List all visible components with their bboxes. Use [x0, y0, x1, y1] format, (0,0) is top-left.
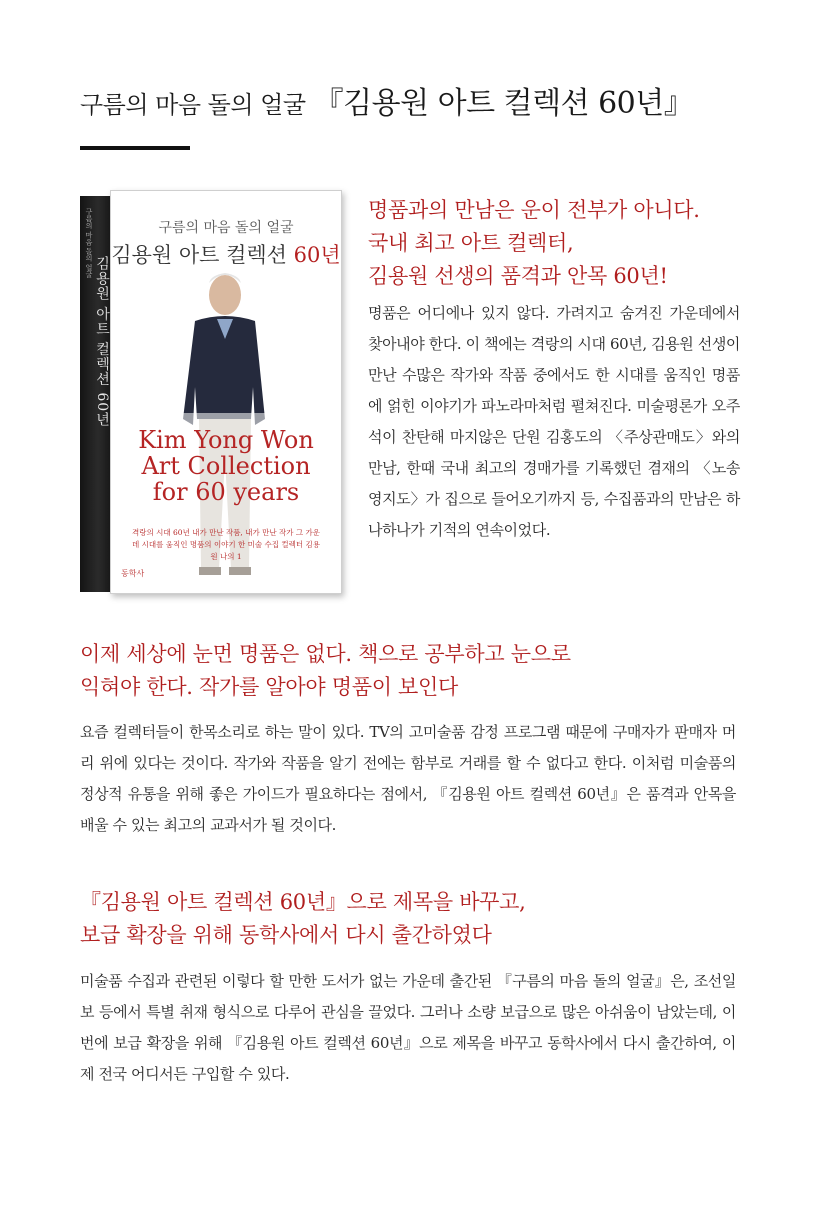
page-subtitle: 구름의 마음 돌의 얼굴 — [80, 91, 306, 119]
english-title-line: for 60 years — [152, 478, 300, 506]
heading-line: 이제 세상에 눈먼 명품은 없다. 책으로 공부하고 눈으로 — [80, 642, 571, 666]
section2-heading — [80, 638, 740, 704]
heading-line: 국내 최고 아트 컬렉터, — [368, 231, 574, 255]
spine-title: 김용원 아트 컬렉션 60년 — [94, 256, 110, 428]
spine-subtitle: 구름의 마음 돌의 얼굴 — [85, 208, 93, 278]
english-title-line: Kim Yong Won — [138, 426, 314, 454]
section2-body: 요즘 컬렉터들이 한목소리로 하는 말이 있다. TV의 고미술품 감정 프로그램 때문에 구매자가 판매자 머리 위에 있다는 것이다. 작가와 작품을 알기 전에는 함부로 거래를 할 수 없다고 한다. 이처럼 미술품의 정상적 유통을 위해 좋은 가이드가 필요하다는 점에서, 『김용원 아트 컬렉션 60년』은 품격과 안목을 배울 수 있는 최고의 교과서가 될 것이다. — [80, 723, 736, 834]
heading-line: 『김용원 아트 컬렉션 60년』으로 제목을 바꾸고, — [80, 890, 526, 914]
publisher-logo: 동학사 — [121, 569, 145, 578]
title-underline — [80, 146, 190, 150]
book-spine — [80, 196, 110, 592]
page-title — [80, 78, 693, 122]
book-front-cover — [110, 190, 342, 594]
section1-heading — [368, 194, 768, 293]
page-main-title: 『김용원 아트 컬렉션 60년』 — [313, 86, 694, 121]
heading-line: 보급 확장을 위해 동학사에서 다시 출간하였다 — [80, 923, 492, 947]
english-title-line: Art Collection — [141, 452, 311, 480]
cover-title — [111, 239, 341, 269]
section3-body: 미술품 수집과 관련된 이렇다 할 만한 도서가 없는 가운데 출간된 『구름의 마음 돌의 얼굴』은, 조선일보 등에서 특별 취재 형식으로 다루어 관심을 끌었다. 그러나 소량 보급으로 많은 아쉬움이 남았는데, 이번에 보급 확장을 위해 『김용원 아트 컬렉션 60년』으로 제목을 바꾸고 동학사에서 다시 출간하여, 이제 전국 어디서든 구입할 수 있다. — [80, 972, 736, 1083]
cover-subtitle: 구름의 마음 돌의 얼굴 — [158, 220, 294, 236]
heading-line: 명품과의 만남은 운이 전부가 아니다. — [368, 198, 700, 222]
section1-body: 명품은 어디에나 있지 않다. 가려지고 숨겨진 가운데에서 찾아내야 한다. 이 책에는 격랑의 시대 60년, 김용원 선생이 만난 수많은 작가와 작품 중에서도 한 시대를 움직인 명품에 얽힌 이야기가 파노라마처럼 펼쳐진다. 미술평론가 오주석이 찬탄해 마지않은 단원 김홍도의 〈주상관매도〉와의 만남, 한때 국내 최고의 경매가를 기록했던 겸재의 〈노송영지도〉가 집으로 들어오기까지 등, 수집품과의 만남은 하나하나가 기적의 연속이었다. — [368, 304, 740, 539]
cover-title-text: 김용원 아트 컬렉션 — [111, 243, 287, 267]
heading-line: 김용원 선생의 품격과 안목 60년! — [368, 264, 668, 288]
cover-title-accent: 60년 — [293, 243, 341, 267]
cover-description: 격랑의 시대 60년 내가 만난 작품, 내가 만난 작가 그 가운데 시대를 움직인 명품의 이야기 한 미술 수집 컬렉터 김용원 나의 1 — [131, 528, 321, 561]
cover-english-title — [111, 427, 341, 505]
book-cover-image — [80, 190, 340, 592]
section3-heading — [80, 886, 740, 952]
heading-line: 익혀야 한다. 작가를 알아야 명품이 보인다 — [80, 675, 459, 699]
